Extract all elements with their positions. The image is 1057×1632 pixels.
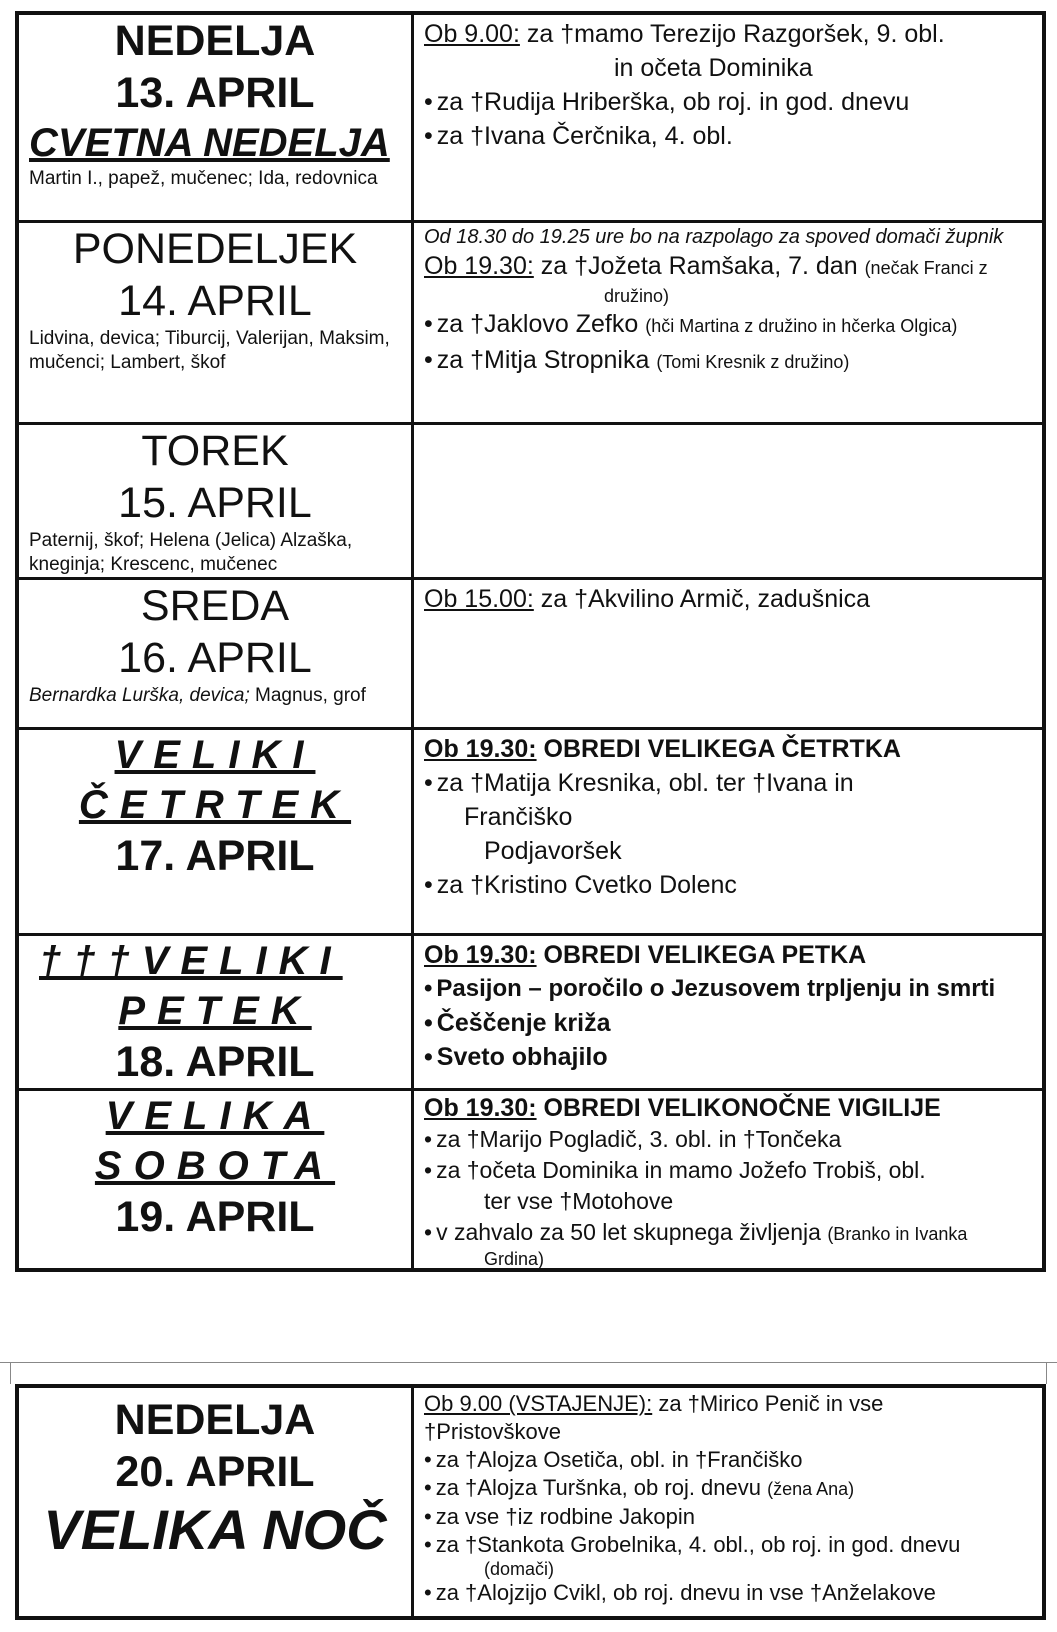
day-name: †††VELIKI	[39, 938, 343, 983]
day-cell	[17, 1386, 413, 1618]
day-name: PONEDELJEK	[72, 224, 358, 273]
day-name: VELIKI	[114, 732, 316, 777]
day-date: 17. APRIL	[115, 831, 315, 880]
intention-text: Podjavoršek	[484, 836, 622, 865]
page-break-line	[10, 1362, 11, 1384]
day-cell	[17, 13, 413, 221]
donor-note: (Branko in Ivanka	[827, 1223, 968, 1244]
day-row	[17, 1089, 1044, 1270]
day-date: 14. APRIL	[118, 276, 312, 325]
day-name: NEDELJA	[114, 1396, 316, 1444]
intention-item: • za †očeta Dominika in mamo Jožefo Trobiš, obl.	[424, 1155, 1042, 1186]
day-name: NEDELJA	[114, 17, 316, 65]
page-break-line	[1046, 1362, 1047, 1384]
saints-text: Lidvina, devica; Tiburcij, Valerijan, Maksim, mučenci; Lambert, škof	[29, 327, 390, 373]
intention-text: za †Mirico Penič in vse	[652, 1391, 884, 1416]
rite-title: OBREDI VELIKEGA ČETRTKA	[536, 734, 901, 763]
intention-item: • za †Stankota Grobelnika, 4. obl., ob roj. in god. dnevu	[424, 1531, 1042, 1559]
intention-item: • za †Rudija Hriberška, ob roj. in god. dnevu	[424, 85, 1042, 119]
mass-cell	[413, 1386, 1045, 1618]
day-cell	[17, 728, 413, 934]
intention-item: • za †Alojzijo Cvikl, ob roj. dnevu in vse †Anželakove	[424, 1579, 1042, 1607]
intention-item: • za †Alojza Osetiča, obl. in †Frančiško	[424, 1446, 1042, 1474]
day-name: ČETRTEK	[78, 782, 352, 827]
saints-text: Magnus, grof	[249, 684, 366, 706]
mass-cell	[413, 728, 1045, 934]
day-name: PETEK	[118, 988, 312, 1033]
intention-text: za †mamo Terezijo Razgoršek, 9. obl.	[519, 20, 945, 48]
feast-title: CVETNA NEDELJA	[29, 121, 390, 165]
day-cell	[17, 934, 413, 1089]
day-date: 13. APRIL	[115, 69, 315, 117]
intention-text: za †Akvilino Armič, zadušnica	[533, 584, 871, 613]
day-row	[17, 578, 1044, 728]
schedule-table	[15, 11, 1046, 1272]
mass-cell	[413, 221, 1045, 423]
intention-item: za †Mitja Stropnika	[436, 345, 657, 374]
day-name: VELIKA	[105, 1093, 325, 1138]
donor-note: (domači)	[484, 1559, 555, 1579]
donor-note: (nečak Franci z	[864, 257, 988, 278]
intention-item: v zahvalo za 50 let skupnega življenja	[436, 1218, 828, 1245]
day-date: 16. APRIL	[118, 633, 312, 682]
day-row	[17, 1386, 1044, 1618]
donor-note: (žena Ana)	[767, 1479, 855, 1499]
intention-text: in očeta Dominika	[614, 54, 813, 82]
rite-item: • Sveto obhajilo	[424, 1040, 1042, 1074]
saints-italic: Bernardka Lurška, devica;	[29, 684, 250, 706]
mass-cell	[413, 1089, 1045, 1270]
feast-title: VELIKA NOČ	[43, 1498, 387, 1561]
intention-item: • za †Marijo Pogladič, 3. obl. in †Tončeka	[424, 1124, 1042, 1155]
mass-time: Ob 15.00:	[424, 584, 534, 613]
intention-item: • za †Kristino Cvetko Dolenc	[424, 868, 1042, 902]
day-row	[17, 13, 1044, 221]
day-row	[17, 423, 1044, 578]
mass-time: Ob 9.00 (VSTAJENJE):	[424, 1391, 653, 1416]
saints-text: Paternij, škof; Helena (Jelica) Alzaška, kneginja; Krescenc, mučenec	[29, 529, 353, 575]
saints-text: Martin I., papež, mučenec; Ida, redovnica	[29, 168, 378, 189]
rite-title: OBREDI VELIKEGA PETKA	[536, 940, 867, 969]
intention-item: za †Jaklovo Zefko	[436, 309, 646, 338]
page-break-line	[0, 1362, 1057, 1363]
intention-item: za †Alojza Turšnka, ob roj. dnevu	[435, 1475, 768, 1500]
day-name: SREDA	[140, 581, 290, 630]
day-cell	[17, 578, 413, 728]
rite-item: • Češčenje križa	[424, 1006, 1042, 1040]
intention-text: Frančiško	[464, 802, 573, 831]
mass-cell	[413, 934, 1045, 1089]
donor-note: družino)	[604, 285, 670, 306]
schedule-table-easter	[15, 1384, 1046, 1620]
day-date: 19. APRIL	[115, 1192, 315, 1241]
day-date: 18. APRIL	[115, 1037, 315, 1086]
day-date: 20. APRIL	[115, 1448, 315, 1496]
day-cell	[17, 221, 413, 423]
day-name: SOBOTA	[94, 1143, 336, 1188]
donor-note: Grdina)	[484, 1248, 545, 1269]
mass-time: Ob 19.30:	[424, 251, 534, 280]
rite-item: • Pasijon – poročilo o Jezusovem trpljenju in smrti	[424, 972, 1042, 1006]
mass-cell	[413, 423, 1045, 578]
day-date: 15. APRIL	[118, 478, 312, 527]
intention-text: †Pristovškove	[424, 1419, 561, 1444]
mass-time: Ob 19.30:	[424, 734, 537, 763]
donor-note: (hči Martina z družino in hčerka Olgica)	[645, 315, 958, 336]
day-row	[17, 221, 1044, 423]
intention-text: za †Jožeta Ramšaka, 7. dan	[533, 251, 865, 280]
day-name: TOREK	[141, 426, 289, 475]
mass-cell	[413, 13, 1045, 221]
mass-time: Ob 19.30:	[424, 940, 537, 969]
intention-item: • za †Matija Kresnika, obl. ter †Ivana in	[424, 766, 1042, 800]
confession-note: Od 18.30 do 19.25 ure bo na razpolago za spoved domači župnik	[424, 225, 1004, 248]
mass-time: Ob 19.30:	[424, 1093, 537, 1122]
donor-note: (Tomi Kresnik z družino)	[656, 351, 850, 372]
day-row	[17, 728, 1044, 934]
intention-item: • za vse †iz rodbine Jakopin	[424, 1503, 1042, 1531]
day-row	[17, 934, 1044, 1089]
day-cell	[17, 423, 413, 578]
intention-item: • za †Ivana Čerčnika, 4. obl.	[424, 119, 1042, 153]
rite-title: OBREDI VELIKONOČNE VIGILIJE	[536, 1093, 941, 1122]
mass-time: Ob 9.00:	[424, 20, 520, 48]
mass-cell	[413, 578, 1045, 728]
intention-text: ter vse †Motohove	[484, 1187, 674, 1214]
day-cell	[17, 1089, 413, 1270]
